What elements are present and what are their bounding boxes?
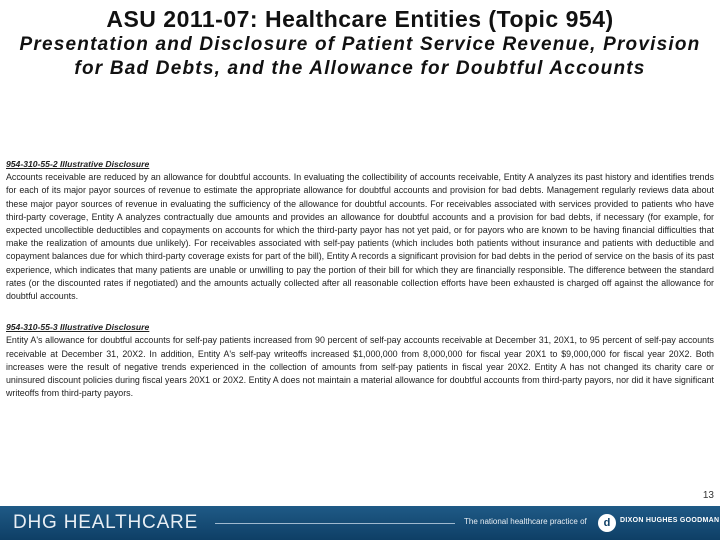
brand-name: DHG HEALTHCARE [13,512,199,533]
section-heading: 954-310-55-3 Illustrative Disclosure [6,322,150,333]
footer-tagline: The national healthcare practice of [464,517,587,526]
section-body: Accounts receivable are reduced by an allowance for doubtful accounts. In evaluating the collectibility of accounts receivable, Entity A analyzes its past history and identifies trends for each of its major payor sources of revenue to estimate the appropriate allowance for doubtful accounts and provision for bad debts. Management regularly reviews data about these major payor sources of revenue in evaluating the sufficiency of the allowance for doubtful accounts. For receivables associated with services provided to patients who have third-party coverage, Entity A analyzes contractually due amounts and provides an allowance for doubtful accounts and a provision for bad debts, if necessary (for example, for expected uncollectible deductibles and copayments on accounts for which the third-party payor has not yet paid, or for payors who are known to be having financial difficulties that make the realization of amounts due unlikely). For receivables associated with self-pay patients (which includes both patients without insurance and patients with deductible and copayment balances due for which third-party coverage exists for part of the bill), Entity A records a significant provision for bad debts in the period of service on the basis of its past experience, which indicates that many patients are unable or unwilling to pay the portion of their bill for which they are financially responsible. The difference between the standard rates (or the discounted rates if negotiated) and the amounts actually collected after all reasonable collection efforts have been exhausted is charged off against the allowance for doubtful accounts. [6,172,714,302]
footer-bar [0,506,720,540]
dhg-logo-icon: d [598,514,616,532]
slide-subtitle: Presentation and Disclosure of Patient Service Revenue, Provision for Bad Debts, and the Allowance for Doubtful Accounts [19,34,701,79]
section-body: Entity A's allowance for doubtful accounts for self-pay patients increased from 90 percent of self-pay accounts receivable at December 31, 20X1, to 95 percent of self-pay accounts receivable at December 31, 20X2. In addition, Entity A's self-pay writeoffs increased $1,000,000 from 8,000,000 for fiscal year 20X1 to $9,000,000 for fiscal year 20X2. Both increases were the result of negative trends experienced in the collection of amounts from self-pay patients in fiscal year 20X2. Entity A has not changed its charity care or uninsured discount policies during fiscal years 20X1 or 20X2. Entity A does not maintain a material allowance for doubtful accounts from third-party payors, nor did it have significant writeoffs from third-party payors. [6,335,714,399]
page-number: 13 [702,490,714,501]
disclosure-section [6,321,714,400]
slide-content [6,158,714,418]
section-heading: 954-310-55-2 Illustrative Disclosure [6,159,150,169]
firm-name: DIXON HUGHES GOODMAN [620,517,720,524]
slide-header [0,6,720,81]
slide-title: ASU 2011-07: Healthcare Entities (Topic 954) [106,6,614,32]
disclosure-section [6,158,714,303]
footer-divider [215,523,455,524]
